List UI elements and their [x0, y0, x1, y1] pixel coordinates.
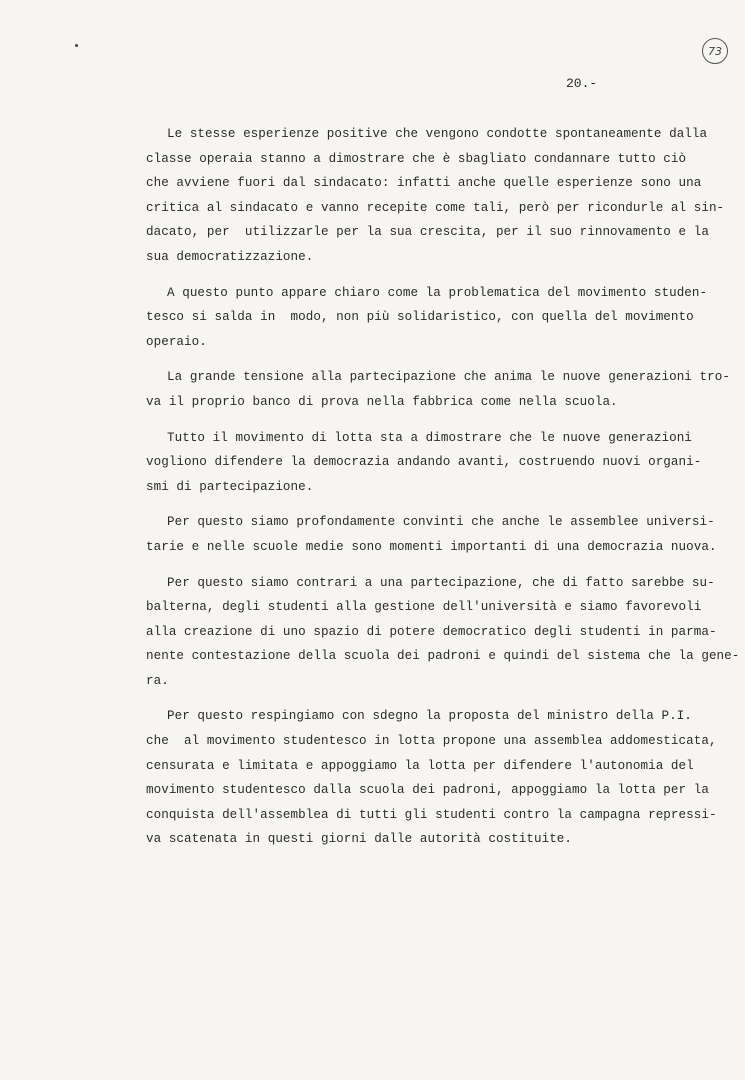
text-line: tarie e nelle scuole medie sono momenti importanti di una democrazia nuova.	[146, 539, 717, 554]
ink-dot	[75, 44, 78, 47]
text-line: classe operaia stanno a dimostrare che è sbagliato condannare tutto ciò	[146, 151, 687, 166]
text-line: balterna, degli studenti alla gestione dell'università e siamo favorevoli	[146, 600, 702, 615]
text-line: smi di partecipazione.	[146, 479, 314, 494]
text-line: conquista dell'assemblea di tutti gli studenti contro la campagna repressi-	[146, 807, 717, 822]
paragraph	[146, 281, 706, 355]
text-line: che avviene fuori dal sindacato: infatti anche quelle esperienze sono una	[146, 176, 702, 191]
paragraph	[146, 571, 740, 694]
paragraph	[146, 122, 725, 270]
paragraph	[146, 426, 706, 500]
text-line: ra.	[146, 673, 169, 688]
text-line: Per questo siamo profondamente convinti che anche le assemblee universi-	[167, 515, 715, 530]
text-line: La grande tensione alla partecipazione che anima le nuove generazioni tro-	[167, 370, 730, 385]
text-line: Per questo siamo contrari a una partecipazione, che di fatto sarebbe su-	[167, 575, 715, 590]
text-line: A questo punto appare chiaro come la problematica del movimento studen-	[167, 285, 708, 300]
text-line: va il proprio banco di prova nella fabbrica come nella scuola.	[146, 394, 618, 409]
text-line: operaio.	[146, 334, 207, 349]
paragraph	[146, 704, 717, 852]
document-body	[146, 122, 740, 863]
paragraph	[146, 365, 730, 414]
text-line: Per questo respingiamo con sdegno la proposta del ministro della P.I.	[167, 709, 692, 724]
text-line: tesco si salda in modo, non più solidaristico, con quella del movimento	[146, 310, 694, 325]
text-line: che al movimento studentesco in lotta propone una assemblea addomesticata,	[146, 734, 717, 749]
paragraph	[146, 510, 717, 559]
text-line: Tutto il movimento di lotta sta a dimostrare che le nuove generazioni	[167, 430, 692, 445]
text-line: dacato, per utilizzarle per la sua crescita, per il suo rinnovamento e la	[146, 225, 709, 240]
text-line: censurata e limitata e appoggiamo la lotta per difendere l'autonomia del	[146, 758, 694, 773]
text-line: movimento studentesco dalla scuola dei padroni, appoggiamo la lotta per la	[146, 783, 709, 798]
page-number: 20.-	[566, 76, 598, 91]
text-line: nente contestazione della scuola dei padroni e quindi del sistema che la gene-	[146, 649, 740, 664]
text-line: alla creazione di uno spazio di potere democratico degli studenti in parma-	[146, 624, 717, 639]
text-line: va scatenata in questi giorni dalle autorità costituite.	[146, 832, 573, 847]
text-line: Le stesse esperienze positive che vengono condotte spontaneamente dalla	[167, 127, 708, 141]
text-line: vogliono difendere la democrazia andando avanti, costruendo nuovi organi-	[146, 455, 702, 470]
text-line: sua democratizzazione.	[146, 249, 314, 264]
text-line: critica al sindacato e vanno recepite come tali, però per ricondurle al sin-	[146, 200, 725, 215]
page-stamp: 73	[702, 38, 728, 64]
